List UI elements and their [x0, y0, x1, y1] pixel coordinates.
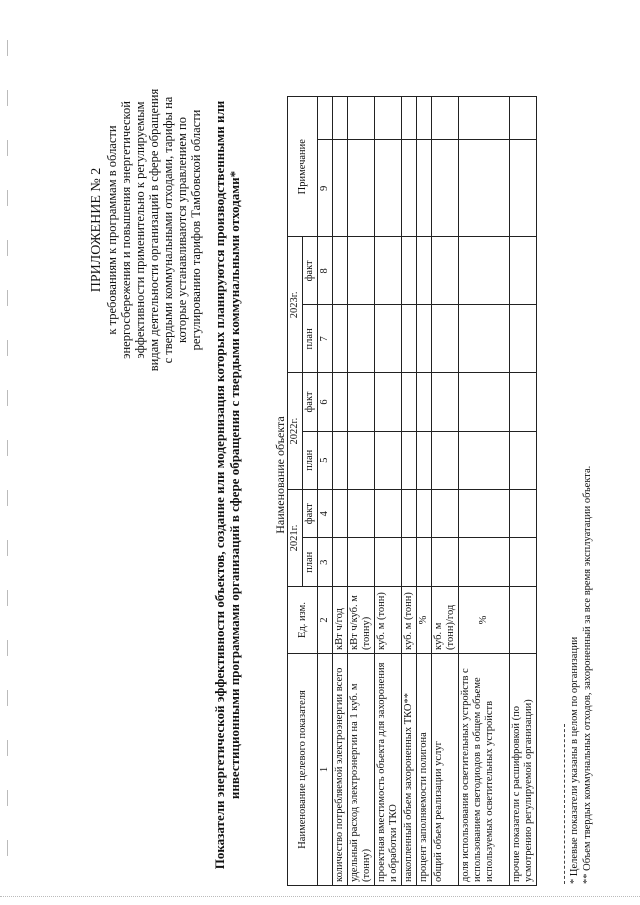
indicator-name: прочие показатели с расшифровкой (по усмотрению регулируемой организации) [510, 653, 537, 885]
indicator-unit: % [459, 587, 510, 654]
column-number: 8 [318, 237, 333, 305]
header-2022: 2022г. [288, 373, 303, 490]
document-heading: Показатели энергетической эффективности объектов, создание или модернизация которых планируются производственными или инвестиционными программами организаций в сфере обращения с твердыми коммунальными отходами* [212, 100, 242, 870]
appendix-line: которые устанавливаются управлением по [175, 117, 189, 343]
footnotes [568, 84, 594, 884]
table-row [375, 97, 402, 886]
header-fact: факт [303, 489, 318, 538]
indicator-unit: кВт ч/куб. м (тонну) [348, 587, 375, 654]
indicator-unit: % [417, 587, 432, 654]
appendix-line: регулированию тарифов Тамбовской области [189, 109, 203, 351]
header-plan: план [303, 305, 318, 373]
object-name-label: Наименование объекта [273, 416, 287, 534]
indicator-name: удельный расход электроэнергии на 1 куб. м (тонну) [348, 653, 375, 885]
scan-bottom-line [0, 896, 640, 897]
table-row [333, 97, 348, 886]
header-note: Примечание [288, 97, 318, 237]
header-plan: план [303, 431, 318, 489]
table-row [510, 97, 537, 886]
empty-cell [318, 97, 333, 140]
column-number: 2 [318, 587, 333, 654]
header-2021: 2021г. [288, 489, 303, 586]
column-number: 9 [318, 140, 333, 237]
header-2023: 2023г. [288, 237, 303, 373]
table-row [348, 97, 375, 886]
appendix-line: с твердыми коммунальными отходами, тарифы на [161, 96, 175, 364]
indicator-unit: куб. м (тонн) [375, 587, 402, 654]
indicator-name: проектная вместимость объекта для захоронения и обработки ТКО [375, 653, 402, 885]
footnote-rule [564, 724, 565, 884]
column-number: 5 [318, 431, 333, 489]
header-unit: Ед. изм. [288, 587, 318, 654]
indicator-unit: кВт ч/год [333, 587, 348, 654]
indicator-unit: куб. м (тонн) [402, 587, 417, 654]
column-number: 4 [318, 489, 333, 538]
indicator-name: процент заполняемости полигона [417, 653, 432, 885]
indicator-name: количество потребляемой электроэнергии всего [333, 653, 348, 885]
appendix-title: ПРИЛОЖЕНИЕ № 2 [89, 167, 104, 293]
table-row [432, 97, 459, 886]
footnote: * Целевые показатели указаны в целом по организации [569, 636, 580, 884]
indicator-name: общий объем реализации услуг [432, 653, 459, 885]
indicator-name: доля использования осветительных устройств с использованием светодиодов в общем объеме используемых осветительных устройств [459, 653, 510, 885]
column-number: 6 [318, 373, 333, 431]
table-row [402, 97, 417, 886]
appendix-line: к требованиям к программам в области [105, 125, 119, 335]
indicators-table [287, 96, 537, 886]
rotated-content [90, 60, 610, 890]
table-row [459, 97, 510, 886]
indicator-name: накопленный объем захороненных ТКО** [402, 653, 417, 885]
table-number-row [318, 97, 333, 886]
indicator-unit: куб. м (тонн)/год [432, 587, 459, 654]
header-name: Наименование целевого показателя [288, 653, 318, 885]
column-number: 3 [318, 538, 333, 587]
header-fact: факт [303, 237, 318, 305]
column-number: 7 [318, 305, 333, 373]
header-fact: факт [303, 373, 318, 431]
table-row [417, 97, 432, 886]
footnote: ** Объем твердых коммунальных отходов, захороненный за все время эксплуатации объекта. [582, 465, 593, 884]
appendix-block [90, 70, 203, 390]
scan-edge-marks [0, 0, 18, 905]
indicator-unit [510, 587, 537, 654]
column-number: 1 [318, 653, 333, 885]
header-plan: план [303, 538, 318, 587]
appendix-line: эффективности применительно к регулируемым [133, 101, 147, 359]
appendix-line: энергосбережения и повышения энергетической [119, 101, 133, 359]
table-header-row [288, 97, 303, 886]
appendix-line: видам деятельности организаций в сфере обращения [147, 88, 161, 372]
